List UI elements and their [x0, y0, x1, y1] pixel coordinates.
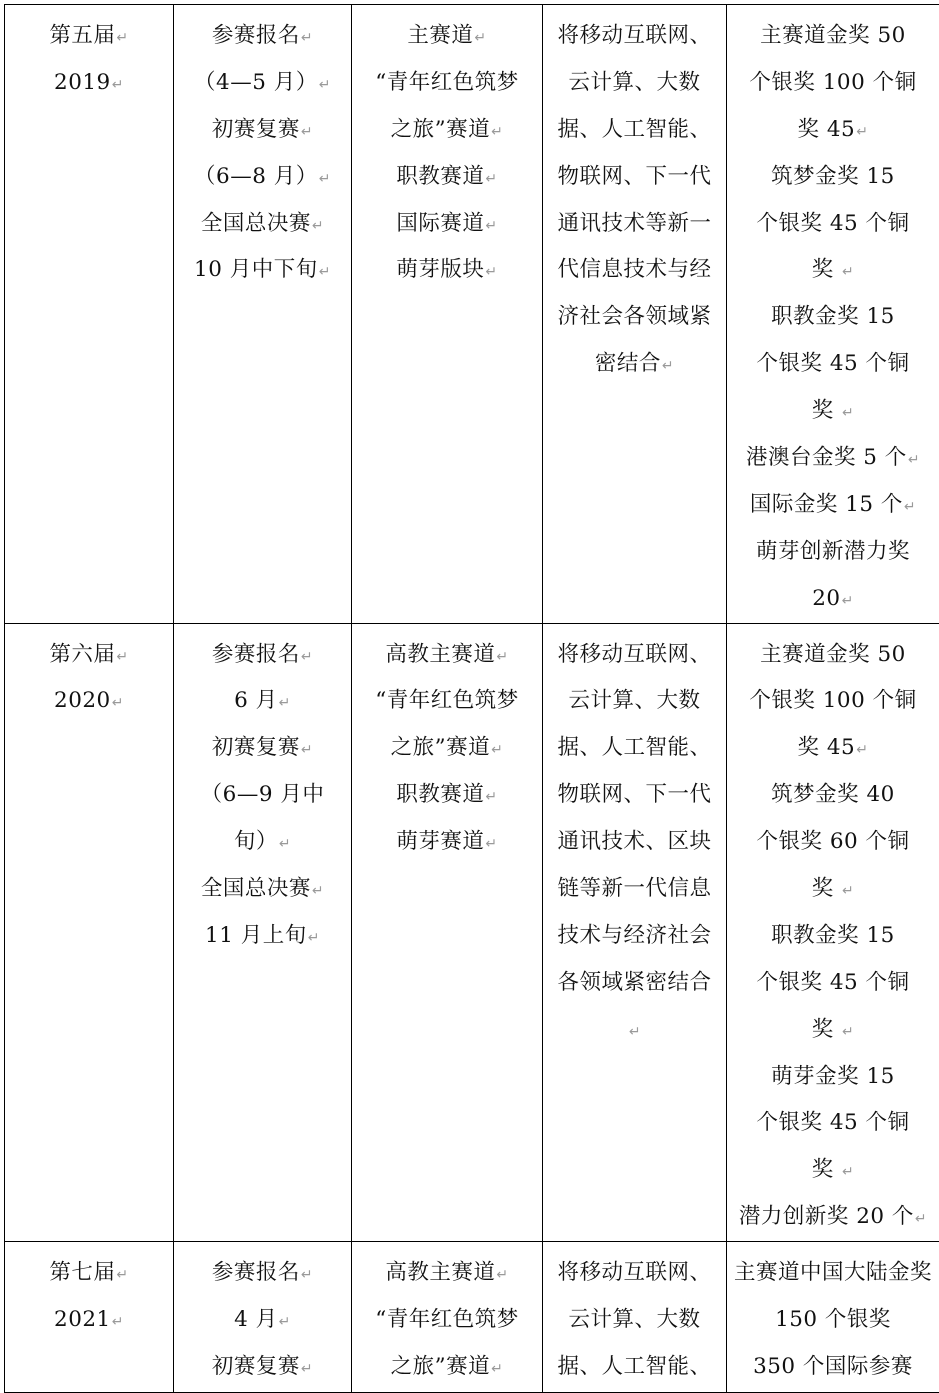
text-line: 通讯技术等新一: [543, 201, 726, 248]
competition-table: [4, 4, 939, 1393]
text-line: 职教金奖 15: [727, 294, 939, 341]
awards-cell: [727, 623, 939, 1242]
paragraph-mark-icon: ↵: [474, 30, 486, 46]
paragraph-mark-icon: ↵: [312, 218, 324, 234]
text-line: 奖 ↵: [727, 866, 939, 913]
paragraph-mark-icon: ↵: [485, 264, 497, 280]
paragraph-mark-icon: ↵: [491, 124, 503, 140]
paragraph-mark-icon: ↵: [662, 358, 674, 374]
edition-cell: [5, 5, 174, 624]
paragraph-mark-icon: ↵: [842, 1024, 854, 1040]
paragraph-mark-icon: ↵: [908, 452, 920, 468]
paragraph-mark-icon: ↵: [116, 1267, 128, 1283]
focus-cell: [543, 1242, 727, 1393]
text-line: 之旅”赛道↵: [352, 107, 542, 154]
tracks-cell: [352, 623, 543, 1242]
text-line: 据、人工智能、: [543, 1344, 726, 1391]
paragraph-mark-icon: ↵: [112, 1314, 124, 1330]
paragraph-mark-icon: ↵: [485, 789, 497, 805]
text-line: 国际赛道↵: [352, 201, 542, 248]
text-line: 11 月上旬↵: [174, 913, 351, 960]
paragraph-mark-icon: ↵: [842, 883, 854, 899]
text-line: 奖 ↵: [727, 388, 939, 435]
table-row: [5, 1242, 939, 1393]
paragraph-mark-icon: ↵: [116, 649, 128, 665]
paragraph-mark-icon: ↵: [301, 124, 313, 140]
paragraph-mark-icon: ↵: [312, 883, 324, 899]
text-line: 将移动互联网、: [543, 1250, 726, 1297]
paragraph-mark-icon: ↵: [485, 836, 497, 852]
text-line: “青年红色筑梦: [352, 60, 542, 107]
text-line: 初赛复赛↵: [174, 725, 351, 772]
text-line: 云计算、大数: [543, 1297, 726, 1344]
text-line: 奖 45↵: [727, 107, 939, 154]
text-line: 之旅”赛道↵: [352, 1344, 542, 1391]
paragraph-mark-icon: ↵: [301, 649, 313, 665]
text-line: 个银奖 100 个铜: [727, 60, 939, 107]
text-line: 职教赛道↵: [352, 154, 542, 201]
paragraph-mark-icon: ↵: [842, 1164, 854, 1180]
text-line: 密结合↵: [543, 341, 726, 388]
text-line: 奖 ↵: [727, 247, 939, 294]
tracks-cell: [352, 5, 543, 624]
schedule-cell: 参赛报名↵ （4—5 月）↵ 初赛复赛↵ （6—8 月）↵ 全国总决赛↵ 10 月中下旬↵: [174, 5, 352, 624]
awards-cell: [727, 5, 939, 624]
table-row: [5, 623, 939, 1242]
paragraph-mark-icon: ↵: [842, 264, 854, 280]
paragraph-mark-icon: ↵: [279, 1314, 291, 1330]
paragraph-mark-icon: ↵: [904, 499, 916, 515]
paragraph-mark-icon: ↵: [308, 930, 320, 946]
tracks-cell: [352, 1242, 543, 1393]
text-line: 职教赛道↵: [352, 772, 542, 819]
text-line: 个银奖 100 个铜: [727, 678, 939, 725]
text-line: 潜力创新奖 20 个↵: [727, 1194, 939, 1241]
text-line: 萌芽金奖 15: [727, 1054, 939, 1101]
text-line: 筑梦金奖 15: [727, 154, 939, 201]
paragraph-mark-icon: ↵: [301, 1361, 313, 1377]
text-line: 据、人工智能、: [543, 107, 726, 154]
edition-cell: 第七届↵ 2021↵: [5, 1242, 174, 1393]
text-line: 奖 45↵: [727, 725, 939, 772]
text-line: 主赛道↵: [352, 13, 542, 60]
text-line: 参赛报名↵: [174, 632, 351, 679]
awards-cell: [727, 1242, 939, 1393]
text-line: 之旅”赛道↵: [352, 725, 542, 772]
text-line: 个银奖 60 个铜: [727, 819, 939, 866]
paragraph-mark-icon: ↵: [319, 171, 331, 187]
text-line: 奖 ↵: [727, 1147, 939, 1194]
text-line: 第五届↵: [5, 13, 173, 60]
text-line: 个银奖 45 个铜: [727, 201, 939, 248]
text-line: 将移动互联网、: [543, 632, 726, 679]
text-line: 据、人工智能、: [543, 725, 726, 772]
text-line: 技术与经济社会: [543, 913, 726, 960]
text-line: 萌芽创新潜力奖: [727, 529, 939, 576]
paragraph-mark-icon: ↵: [485, 218, 497, 234]
text-line: 个银奖 45 个铜: [727, 341, 939, 388]
text-line: 港澳台金奖 5 个↵: [727, 435, 939, 482]
paragraph-mark-icon: ↵: [301, 1267, 313, 1283]
text-line: 2019↵: [5, 60, 173, 107]
text-line: 各领域紧密结合: [543, 960, 726, 1007]
text-line: 20↵: [727, 576, 939, 623]
text-line: 高教主赛道↵: [352, 632, 542, 679]
paragraph-mark-icon: ↵: [915, 1211, 927, 1227]
text-line: 高教主赛道↵: [352, 1250, 542, 1297]
paragraph-mark-icon: ↵: [485, 171, 497, 187]
paragraph-mark-icon: ↵: [496, 649, 508, 665]
paragraph-mark-icon: ↵: [496, 1267, 508, 1283]
text-line: 物联网、下一代: [543, 772, 726, 819]
paragraph-mark-icon: ↵: [629, 1024, 641, 1040]
text-line: 150 个银奖: [727, 1297, 939, 1344]
schedule-cell: [174, 623, 352, 1242]
text-line: （6—9 月中: [174, 772, 351, 819]
text-line: 链等新一代信息: [543, 866, 726, 913]
edition-cell: 第六届↵ 2020↵: [5, 623, 174, 1242]
text-line: 国际金奖 15 个↵: [727, 482, 939, 529]
text-line: 云计算、大数: [543, 678, 726, 725]
text-line: 个银奖 45 个铜: [727, 960, 939, 1007]
paragraph-mark-icon: ↵: [279, 836, 291, 852]
text-line: 主赛道金奖 50: [727, 13, 939, 60]
text-line: 代信息技术与经: [543, 247, 726, 294]
text-line: 主赛道中国大陆金奖: [727, 1250, 939, 1297]
text-line: “青年红色筑梦: [352, 1297, 542, 1344]
text-line: 通讯技术、区块: [543, 819, 726, 866]
focus-cell: [543, 5, 727, 624]
paragraph-mark-icon: ↵: [491, 742, 503, 758]
focus-cell: [543, 623, 727, 1242]
text-line: 萌芽赛道↵: [352, 819, 542, 866]
paragraph-mark-icon: ↵: [856, 742, 868, 758]
paragraph-mark-icon: ↵: [112, 77, 124, 93]
paragraph-mark-icon: ↵: [301, 742, 313, 758]
paragraph-mark-icon: ↵: [842, 593, 854, 609]
paragraph-mark-icon: ↵: [842, 405, 854, 421]
text-line: 将移动互联网、: [543, 13, 726, 60]
schedule-cell: 参赛报名↵ 4 月↵ 初赛复赛↵: [174, 1242, 352, 1393]
text-line: 职教金奖 15: [727, 913, 939, 960]
paragraph-mark-icon: ↵: [279, 695, 291, 711]
text-line: “青年红色筑梦: [352, 678, 542, 725]
text-line: [543, 1007, 726, 1054]
text-line: 萌芽版块↵: [352, 247, 542, 294]
text-line: 主赛道金奖 50: [727, 632, 939, 679]
text-line: 全国总决赛↵: [174, 866, 351, 913]
paragraph-mark-icon: ↵: [491, 1361, 503, 1377]
text-line: 济社会各领域紧: [543, 294, 726, 341]
text-line: 奖 ↵: [727, 1007, 939, 1054]
text-line: 云计算、大数: [543, 60, 726, 107]
text-line: 筑梦金奖 40: [727, 772, 939, 819]
text-line: 旬）↵: [174, 819, 351, 866]
paragraph-mark-icon: ↵: [319, 77, 331, 93]
text-line: 个银奖 45 个铜: [727, 1100, 939, 1147]
text-line: 350 个国际参赛: [727, 1344, 939, 1391]
paragraph-mark-icon: ↵: [116, 30, 128, 46]
paragraph-mark-icon: ↵: [301, 30, 313, 46]
paragraph-mark-icon: ↵: [319, 264, 331, 280]
table-row: [5, 5, 939, 624]
text-line: 物联网、下一代: [543, 154, 726, 201]
paragraph-mark-icon: ↵: [112, 695, 124, 711]
paragraph-mark-icon: ↵: [856, 124, 868, 140]
text-line: 6 月↵: [174, 678, 351, 725]
